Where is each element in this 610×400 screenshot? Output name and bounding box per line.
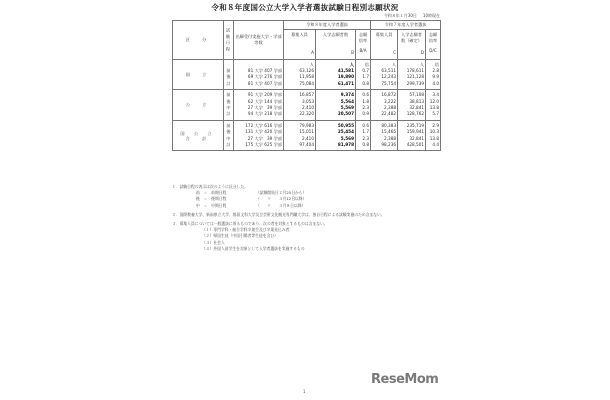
applicants-d-cell-value: 128,762 (406, 111, 425, 117)
capacity-c-cell (371, 120, 398, 151)
page-number: 1 (303, 389, 306, 394)
applicants-d-cell-value: 299,739 (406, 80, 425, 86)
capacity-c-cell-value: 63,511 (381, 68, 397, 73)
ratio-dc-cell (426, 90, 441, 121)
universities-cell-value: 81 大学 407 学部 (247, 80, 282, 86)
header-applicants-label: 入学志願者数 (322, 32, 349, 37)
capacity-a-cell-value: 75,084 (299, 80, 314, 86)
applicants-d-cell-value: 38,813 (409, 98, 425, 104)
universities-cell-value: 69 大学 276 学部 (247, 74, 282, 80)
universities-cell-value: 27 大学 39 学部 (247, 135, 282, 141)
ratio-ba-cell-value: 0.8 (362, 80, 370, 86)
universities-cell (234, 90, 284, 121)
ratio-dc-cell (426, 60, 441, 90)
unit-label: 人 (309, 62, 314, 67)
header-ratio-ba (356, 30, 371, 60)
ratio-ba-cell-value: 0.7 (362, 68, 370, 73)
schedule-cell-value: 前 (226, 92, 231, 98)
universities-cell-value: 94 大学 218 学部 (247, 111, 282, 117)
unit-label: 人 (391, 62, 397, 67)
capacity-c-cell-value: 12,243 (381, 74, 397, 80)
note-1-item-key: 後 ＝ 後期日程 (196, 196, 227, 202)
applicants-b-cell-value: 20,507 (337, 111, 354, 117)
unit-label: 人 (349, 62, 354, 67)
universities-cell-value: 62 大学 144 学部 (247, 98, 282, 104)
applicants-d-cell (398, 120, 426, 151)
ratio-dc-cell-value: 13.8 (429, 104, 440, 110)
note-3-items (172, 227, 385, 252)
universities-cell-value: 27 大学 39 学部 (247, 104, 282, 110)
ratio-dc-cell-value: 2.8 (432, 68, 440, 73)
section-label: 公 立 (173, 90, 224, 121)
applicants-d-cell-value: 178,611 (406, 68, 425, 73)
universities-cell-value: 175 大学 625 学部 (245, 141, 282, 147)
ratio-ba-cell-value: 1.7 (362, 74, 370, 80)
ratio-dc-cell (426, 120, 441, 151)
capacity-c-cell-value: 2,388 (384, 135, 397, 141)
header-col-ba: B/A (359, 48, 367, 53)
capacity-c-cell-value: 80,383 (381, 122, 397, 128)
applications-table (172, 20, 441, 151)
universities-cell-value: 81 大学 407 学部 (247, 68, 282, 73)
ratio-dc-cell-value: 4.4 (432, 141, 440, 147)
capacity-c-cell (371, 90, 398, 121)
ratio-ba-cell-value: 1.8 (362, 98, 370, 104)
applicants-b-cell-value: 5,569 (340, 135, 354, 141)
capacity-a-cell-value: 22,320 (299, 111, 314, 117)
capacity-a-cell (284, 90, 316, 121)
header-applicants-b (316, 30, 356, 60)
capacity-a-cell-value: 2,410 (302, 135, 314, 141)
ratio-dc-cell-value: 4.0 (432, 80, 440, 86)
ratio-dc-cell-value: 2.9 (432, 122, 440, 128)
schedule-cell-value: 後 (226, 74, 231, 80)
applicants-b-cell (316, 120, 356, 151)
capacity-c-cell-value: 22,482 (381, 111, 397, 117)
note-1: １．試験日程の表示は次のように区分した。 (172, 184, 248, 189)
note-3: ３．募集人員については一般選抜に係るものであり、次の者を対象とするものは含まない。 (172, 221, 328, 227)
header-group-r7: 令和７年度入学者選抜 (371, 21, 441, 30)
note-1-item-val: （試験開始日２月25日から） (256, 190, 307, 196)
ratio-ba-cell-value: 0.8 (362, 141, 370, 147)
schedule-cell-value: 計 (226, 111, 231, 117)
ratio-ba-cell-value: 2.3 (362, 104, 370, 110)
ratio-ba-cell (356, 60, 371, 90)
table-section-row (173, 90, 441, 121)
note-3-item: （３）社会人 (202, 239, 225, 245)
ratio-dc-cell-value: 10.3 (429, 129, 440, 135)
applicants-d-cell-value: 32,841 (409, 135, 425, 141)
capacity-c-cell-value: 75,754 (381, 80, 397, 86)
applicants-b-cell (316, 90, 356, 121)
capacity-a-cell (284, 60, 316, 90)
schedule-cell-value: 計 (226, 80, 231, 86)
applicants-b-cell (316, 60, 356, 90)
schedule-cell (224, 120, 234, 151)
applicants-b-cell-value: 41,581 (337, 68, 354, 73)
universities-cell-value: 131 大学 420 学部 (245, 129, 282, 135)
header-col-dc: D/C (429, 48, 437, 53)
header-capacity-label: 募集人員 (375, 32, 393, 37)
capacity-c-cell-value: 16,872 (381, 92, 397, 98)
table-section-row (173, 60, 441, 90)
applicants-d-cell-value: 428,501 (406, 141, 425, 147)
capacity-a-cell (284, 120, 316, 151)
capacity-a-cell-value: 79,983 (299, 122, 314, 128)
ratio-ba-cell-value: 0.6 (362, 92, 370, 98)
capacity-a-cell-value: 16,857 (299, 92, 314, 98)
note-1-item (196, 203, 385, 209)
resemom-logo: ReseMom (371, 372, 439, 387)
ratio-dc-cell-value: 9.9 (432, 74, 440, 80)
header-col-d: D (420, 50, 425, 55)
capacity-a-cell-value: 2,410 (302, 104, 314, 110)
applicants-b-cell-value: 19,890 (337, 74, 354, 80)
universities-cell-value: 172 大学 616 学部 (245, 122, 282, 128)
applicants-d-cell (398, 60, 426, 90)
header-col-c: C (393, 50, 397, 55)
capacity-c-cell-value: 15,465 (381, 129, 397, 135)
applicants-b-cell-value: 61,471 (337, 80, 354, 86)
header-col-b: B (351, 50, 354, 55)
header-col-a: A (311, 50, 314, 55)
note-1-item-key: 中 ＝ 中期日程 (196, 202, 227, 208)
capacity-a-cell-value: 11,958 (299, 74, 314, 80)
header-capacity-a (284, 30, 316, 60)
ratio-ba-cell-value: 2.3 (362, 135, 370, 141)
header-ratio-label: 志願倍率 (428, 32, 438, 43)
note-2: ２．国際教養大学、新潟県立大学、都留文科大学及び芸術文化観光専門職大学は、独自日程による試験実施のため含まない。 (172, 211, 385, 217)
capacity-c-cell (371, 60, 398, 90)
applicants-b-cell-value: 50,955 (337, 122, 354, 128)
note-1-item-key: 前 ＝ 前期日程 (196, 190, 227, 196)
universities-cell-value: 91 大学 209 学部 (247, 92, 282, 98)
schedule-cell-value: 中 (226, 135, 231, 141)
header-schedule: 試験日程 (224, 21, 234, 60)
header-capacity-c (371, 30, 398, 60)
as-of-date-value: 令和８年１月30日 (383, 13, 417, 18)
applicants-b-cell-value: 5,569 (340, 104, 354, 110)
note-1-item-val: （ 〃 ３月８日以降） (256, 202, 306, 208)
capacity-a-cell-value: 3,053 (302, 98, 314, 104)
ratio-dc-cell-value: 13.8 (429, 135, 440, 141)
ratio-ba-cell-value: 1.7 (362, 129, 370, 135)
header-applicants-d (398, 30, 426, 60)
schedule-cell-value: 前 (226, 68, 231, 73)
header-section: 区 分 (173, 21, 224, 60)
schedule-cell-value: 後 (226, 98, 231, 104)
schedule-cell-value: 中 (226, 104, 231, 110)
as-of-date (378, 13, 440, 19)
notes (172, 184, 385, 252)
page-title: 令和８年度国公立大学入学者選抜試験日程別志願状況 (211, 3, 399, 12)
table-section-row (173, 120, 441, 151)
applicants-d-cell-value: 121,128 (406, 74, 425, 80)
note-1-items (172, 190, 385, 209)
header-group-r8: 令和８年度入学者選抜 (284, 21, 371, 30)
applicants-d-cell-value: 235,719 (406, 122, 425, 128)
capacity-c-cell-value: 98,236 (381, 141, 397, 147)
universities-cell (234, 60, 284, 90)
applicants-b-cell-value: 5,564 (340, 98, 354, 104)
schedule-cell (224, 60, 234, 90)
header-ratio-dc (426, 30, 441, 60)
capacity-a-cell-value: 15,011 (299, 129, 314, 135)
unit-label: 倍 (434, 62, 440, 67)
applicants-d-cell (398, 90, 426, 121)
section-label: 国 立 (173, 60, 224, 90)
capacity-a-cell-value: 63,126 (299, 68, 314, 73)
ratio-dc-cell-value: 5.7 (432, 111, 440, 117)
applicants-d-cell-value: 32,841 (409, 104, 425, 110)
applicants-b-cell-value: 25,454 (337, 129, 354, 135)
ratio-dc-cell-value: 12.0 (429, 98, 440, 104)
capacity-c-cell-value: 2,388 (384, 104, 397, 110)
header-capacity-label: 募集人員 (291, 32, 308, 37)
ratio-dc-cell-value: 3.4 (432, 92, 440, 98)
header-applicants-confirmed-label: 入学志願者数（確定） (401, 32, 422, 43)
section-label (173, 120, 224, 151)
applicants-b-cell-value: 81,978 (337, 141, 354, 147)
capacity-a-cell-value: 97,404 (299, 141, 314, 147)
schedule-cell (224, 90, 234, 121)
schedule-cell-value: 後 (226, 129, 231, 135)
applicants-b-cell-value: 9,374 (340, 92, 354, 98)
ratio-ba-cell-value: 0.6 (362, 122, 370, 128)
applicants-d-cell-value: 57,108 (409, 92, 425, 98)
note-1-item-val: （ 〃 ３月12日以降） (256, 196, 307, 202)
as-of-time-value: 10時現在 (422, 13, 440, 18)
section-label-line: 国 公 立 (180, 130, 216, 136)
ratio-ba-cell (356, 90, 371, 121)
note-3-item: （１）専門学科・総合学科卒業生及び卒業見込み者 (202, 227, 290, 233)
section-label-line: 合 計 (185, 135, 211, 141)
unit-label: 人 (419, 62, 425, 67)
universities-cell (234, 120, 284, 151)
note-3-item: （２）帰国生徒（中国引揚者等生徒を含む） (202, 233, 278, 239)
schedule-cell-value: 計 (226, 141, 231, 147)
header-universities: 出願受付実施大学・学部等数 (234, 21, 284, 60)
note-3-item: （４）外国人留学生を対象として入学者選抜を実施するもの (202, 245, 305, 251)
header-ratio-label: 志願倍率 (358, 32, 368, 43)
schedule-cell-value: 前 (226, 122, 231, 128)
ratio-ba-cell (356, 120, 371, 151)
unit-label: 倍 (364, 62, 370, 67)
ratio-ba-cell-value: 0.9 (362, 111, 370, 117)
capacity-c-cell-value: 3,222 (384, 98, 397, 104)
applicants-d-cell-value: 159,941 (406, 129, 425, 135)
